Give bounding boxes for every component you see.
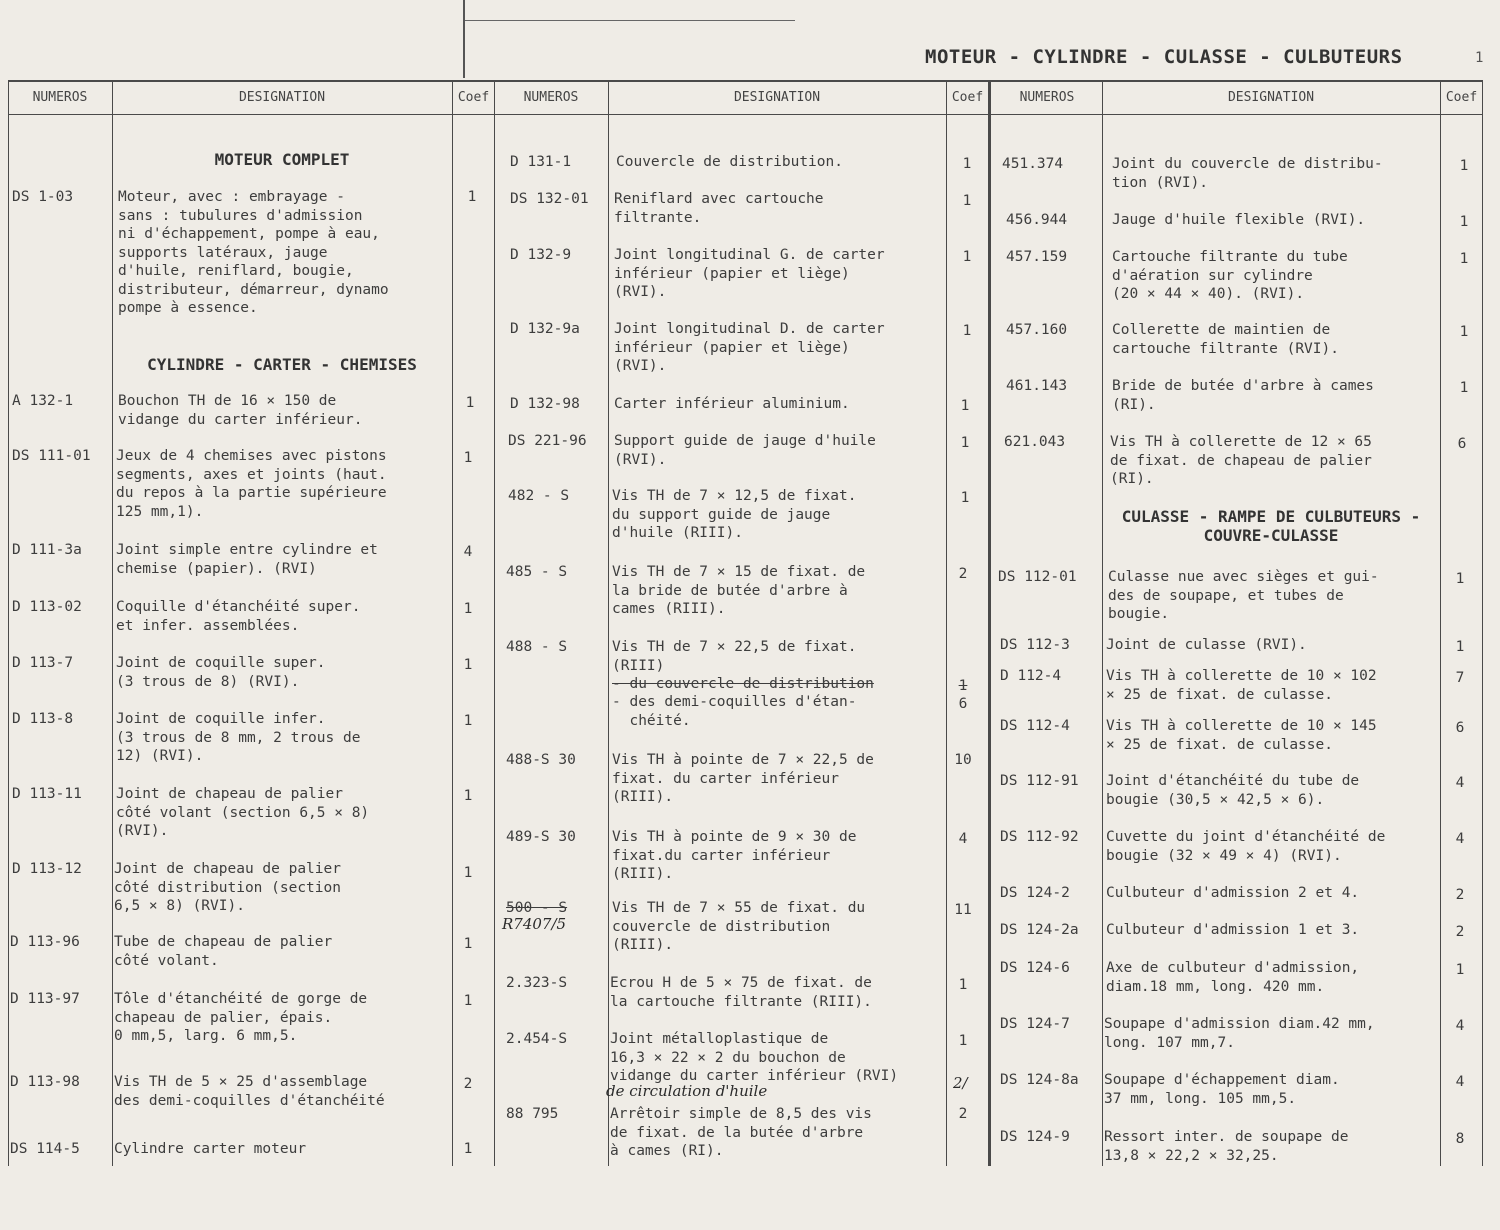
column-line [608,80,609,1166]
part-designation: Vis TH de 7 × 55 de fixat. du couvercle de distribution (RIII). [612,900,866,953]
part-number: DS 124-6 [1000,960,1070,976]
part-coef: 1 [960,490,970,506]
part-coef: 1 [463,713,473,729]
part-number: D 132-9a [510,321,580,337]
part-coef: 7 [1455,670,1465,686]
column-line [988,80,991,1166]
part-designation: Axe de culbuteur d'admission, diam.18 mm, long. 420 mm. [1106,960,1360,995]
part-designation: Moteur, avec : embrayage - sans : tubulures d'admission ni d'échappement, pompe à eau, supports latéraux, jauge d'huile, reniflard, bougie, distributeur, démarreur, dynamo pompe à essence. [118,189,389,316]
part-coef: 1 [1459,251,1469,267]
column-line [112,80,113,1166]
part-number: DS 112-4 [1000,718,1070,734]
part-designation: Joint de culasse (RVI). [1106,637,1307,653]
handwritten-coef: 2/ [953,1074,968,1092]
column-header-coef: Coef [951,90,984,105]
part-designation: Joint longitudinal G. de carter inférieur (papier et liège) (RVI). [614,247,885,300]
part-number: 456.944 [1006,212,1068,228]
part-designation: Joint de coquille infer. (3 trous de 8 mm, 2 trous de 12) (RVI). [116,711,361,764]
part-designation: Tôle d'étanchéité de gorge de chapeau de palier, épais. 0 mm,5, larg. 6 mm,5. [114,991,368,1044]
part-coef: 11 [954,902,972,918]
part-designation: Joint longitudinal D. de carter inférieur (papier et liège) (RVI). [614,321,885,374]
column-line [1482,80,1483,1166]
part-number: DS 124-8a [1000,1072,1079,1088]
part-designation: Joint métalloplastique de 16,3 × 22 × 2 du bouchon de vidange du carter inférieur (RVI) [610,1031,899,1084]
column-header-numeros: NUMEROS [1019,90,1075,105]
part-number: 88 795 [506,1106,559,1122]
part-coef: 1 [463,788,473,804]
part-designation: Cuvette du joint d'étanchéité de bougie (32 × 49 × 4) (RVI). [1106,829,1386,864]
part-coef: 1 [1459,214,1469,230]
section-title: CULASSE - RAMPE DE CULBUTEURS - COUVRE-CULASSE [1121,507,1421,545]
part-coef: 1 [1455,639,1465,655]
part-number: DS 112-92 [1000,829,1079,845]
part-number: D 113-11 [12,786,82,802]
part-coef: 4 [1455,775,1465,791]
section-title: CYLINDRE - CARTER - CHEMISES [147,355,417,374]
page-number: 1 [1475,50,1484,66]
part-designation: Vis TH de 7 × 15 de fixat. de la bride de butée d'arbre à cames (RIII). [612,564,866,617]
part-coef: 1 [467,189,477,205]
part-number: DS 1-03 [12,189,74,205]
part-number: D 132-9 [510,247,572,263]
part-designation: Jauge d'huile flexible (RVI). [1112,212,1366,228]
part-coef: 4 [1455,1018,1465,1034]
part-coef: 8 [1455,1131,1465,1147]
part-number: DS 112-3 [1000,637,1070,653]
part-number: 488 - S [506,639,568,655]
part-designation: Jeux de 4 chemises avec pistons segments, axes et joints (haut. du repos à la partie supérieure 125 mm,1). [116,448,387,520]
part-designation: Vis TH de 5 × 25 d'assemblage des demi-coquilles d'étanchéité [114,1074,385,1109]
page-title: MOTEUR - CYLINDRE - CULASSE - CULBUTEURS [925,46,1403,68]
part-coef: 2 [463,1076,473,1092]
part-coef: 1 [463,936,473,952]
part-designation: Soupape d'échappement diam. 37 mm, long. 105 mm,5. [1104,1072,1340,1107]
part-coef: 1 [1455,962,1465,978]
part-number: 451.374 [1002,156,1064,172]
handwritten-note: de circulation d'huile [606,1082,768,1100]
column-header-designation: DESIGNATION [733,90,821,105]
column-header-designation: DESIGNATION [238,90,326,105]
part-designation: Joint d'étanchéité du tube de bougie (30,5 × 42,5 × 6). [1106,773,1360,808]
part-designation: Joint de coquille super. (3 trous de 8) (RVI). [116,655,326,690]
part-number: D 131-1 [510,154,572,170]
part-designation: Joint de chapeau de palier côté distribution (section 6,5 × 8) (RVI). [114,861,341,914]
part-number: 2.323-S [506,975,568,991]
part-coef: 1 [463,993,473,1009]
part-designation: Vis TH à collerette de 12 × 65 de fixat. de chapeau de palier (RI). [1110,434,1372,487]
part-number: 485 - S [506,564,568,580]
part-coef: 1 [1455,571,1465,587]
column-header-designation: DESIGNATION [1227,90,1315,105]
part-number: A 132-1 [12,393,74,409]
part-number: D 112-4 [1000,668,1062,684]
part-number: DS 112-91 [1000,773,1079,789]
part-designation: Bride de butée d'arbre à cames (RI). [1112,378,1374,413]
part-designation: Culbuteur d'admission 1 et 3. [1106,922,1360,938]
column-header-coef: Coef [1445,90,1478,105]
column-header-numeros: NUMEROS [32,90,88,105]
part-coef: 6 [1455,720,1465,736]
part-designation: Collerette de maintien de cartouche filtrante (RVI). [1112,322,1339,357]
part-coef: 1 [958,977,968,993]
part-number: DS 111-01 [12,448,91,464]
part-coef: 4 [463,544,473,560]
part-number: 2.454-S [506,1031,568,1047]
part-designation: Vis TH à collerette de 10 × 145 × 25 de fixat. de culasse. [1106,718,1377,753]
part-coef: 2 [958,566,968,582]
header-row-divider [8,114,1483,115]
part-coef: 1 [962,156,972,172]
column-line [452,80,453,1166]
part-designation: Culasse nue avec sièges et gui- des de soupape, et tubes de bougie. [1108,569,1379,622]
part-designation: Cartouche filtrante du tube d'aération sur cylindre (20 × 44 × 40). (RVI). [1112,249,1348,302]
handwritten-part-number: R7407/5 [502,915,567,933]
header-divider [463,0,465,78]
part-designation: Joint du couvercle de distribu- tion (RVI). [1112,156,1383,191]
part-designation: Arrêtoir simple de 8,5 des vis de fixat. de la butée d'arbre à cames (RI). [610,1106,872,1159]
part-number: D 113-7 [12,655,74,671]
part-designation: Soupape d'admission diam.42 mm, long. 107 mm,7. [1104,1016,1375,1051]
part-coef: 2 [958,1106,968,1122]
part-number: DS 124-2 [1000,885,1070,901]
column-header-numeros: NUMEROS [523,90,579,105]
part-number: D 113-02 [12,599,82,615]
part-number: D 113-98 [10,1074,80,1090]
part-designation: Vis TH à collerette de 10 × 102 × 25 de fixat. de culasse. [1106,668,1377,703]
column-header-coef: Coef [457,90,490,105]
part-coef: 2 [1455,887,1465,903]
part-number: 461.143 [1006,378,1068,394]
part-coef: 1 [958,1033,968,1049]
part-coef: 1 [463,601,473,617]
part-coef: 4 [1455,1074,1465,1090]
part-coef: 10 [954,752,972,768]
part-coef: 1 [463,1141,473,1157]
part-coef: 1 [1459,380,1469,396]
part-coef: 1 [465,395,475,411]
part-designation: Ecrou H de 5 × 75 de fixat. de la cartouche filtrante (RIII). [610,975,872,1010]
part-coef: 1 [463,865,473,881]
part-designation: Coquille d'étanchéité super. et infer. assemblées. [116,599,361,634]
header-rule [465,20,795,21]
part-number: D 113-96 [10,934,80,950]
part-number: 482 - S [508,488,570,504]
part-number: DS 124-9 [1000,1129,1070,1145]
part-coef: 1 [962,323,972,339]
part-number: D 132-98 [510,396,580,412]
part-coef: 1 [1459,158,1469,174]
part-designation: Bouchon TH de 16 × 150 de vidange du carter inférieur. [118,393,363,428]
part-designation: Vis TH à pointe de 9 × 30 de fixat.du carter inférieur (RIII). [612,829,857,882]
part-designation: - des demi-coquilles d'étan- chéité. [612,694,857,729]
part-coef: 4 [958,831,968,847]
part-designation: Ressort inter. de soupape de 13,8 × 22,2 × 32,25. [1104,1129,1349,1164]
part-coef: 1 [960,398,970,414]
part-designation: Carter inférieur aluminium. [614,396,850,412]
part-number: D 113-8 [12,711,74,727]
part-coef-struck: 1 [958,678,968,694]
column-line [946,80,947,1166]
part-number: 488-S 30 [506,752,576,768]
part-coef: 1 [463,657,473,673]
part-designation: Joint de chapeau de palier côté volant (section 6,5 × 8) (RVI). [116,786,370,839]
part-number: DS 114-5 [10,1141,80,1157]
part-number: DS 124-2a [1000,922,1079,938]
part-designation-struck: - du couvercle de distribution [612,676,874,692]
column-line [1102,80,1103,1166]
part-coef: 1 [960,435,970,451]
part-number: D 113-97 [10,991,80,1007]
part-number: D 111-3a [12,542,82,558]
part-number: DS 221-96 [508,433,587,449]
part-number: 489-S 30 [506,829,576,845]
part-designation: Tube de chapeau de palier côté volant. [114,934,333,969]
part-designation: Vis TH de 7 × 12,5 de fixat. du support guide de jauge d'huile (RIII). [612,488,857,541]
part-coef: 1 [1459,324,1469,340]
part-number: 457.160 [1006,322,1068,338]
part-designation: Reniflard avec cartouche filtrante. [614,191,824,226]
part-designation: Support guide de jauge d'huile (RVI). [614,433,876,468]
part-number: 621.043 [1004,434,1066,450]
part-number: DS 132-01 [510,191,589,207]
part-coef: 2 [1455,924,1465,940]
column-line [494,80,495,1166]
part-coef: 1 [962,193,972,209]
part-number: DS 124-7 [1000,1016,1070,1032]
part-coef: 6 [1457,436,1467,452]
part-coef: 6 [958,696,968,712]
part-number: DS 112-01 [998,569,1077,585]
part-coef: 1 [463,450,473,466]
part-coef: 1 [962,249,972,265]
part-designation: Culbuteur d'admission 2 et 4. [1106,885,1360,901]
part-number-struck: 500 - S [506,900,568,916]
part-number: 457.159 [1006,249,1068,265]
column-line [1440,80,1441,1166]
part-designation: Joint simple entre cylindre et chemise (papier). (RVI) [116,542,378,577]
part-coef: 4 [1455,831,1465,847]
part-designation: Cylindre carter moteur [114,1141,307,1157]
part-designation: Vis TH à pointe de 7 × 22,5 de fixat. du carter inférieur (RIII). [612,752,874,805]
part-number: D 113-12 [12,861,82,877]
part-designation: Couvercle de distribution. [616,154,843,170]
section-title: MOTEUR COMPLET [214,150,350,169]
part-designation: Vis TH de 7 × 22,5 de fixat. (RIII) [612,639,857,674]
column-line [8,80,9,1166]
